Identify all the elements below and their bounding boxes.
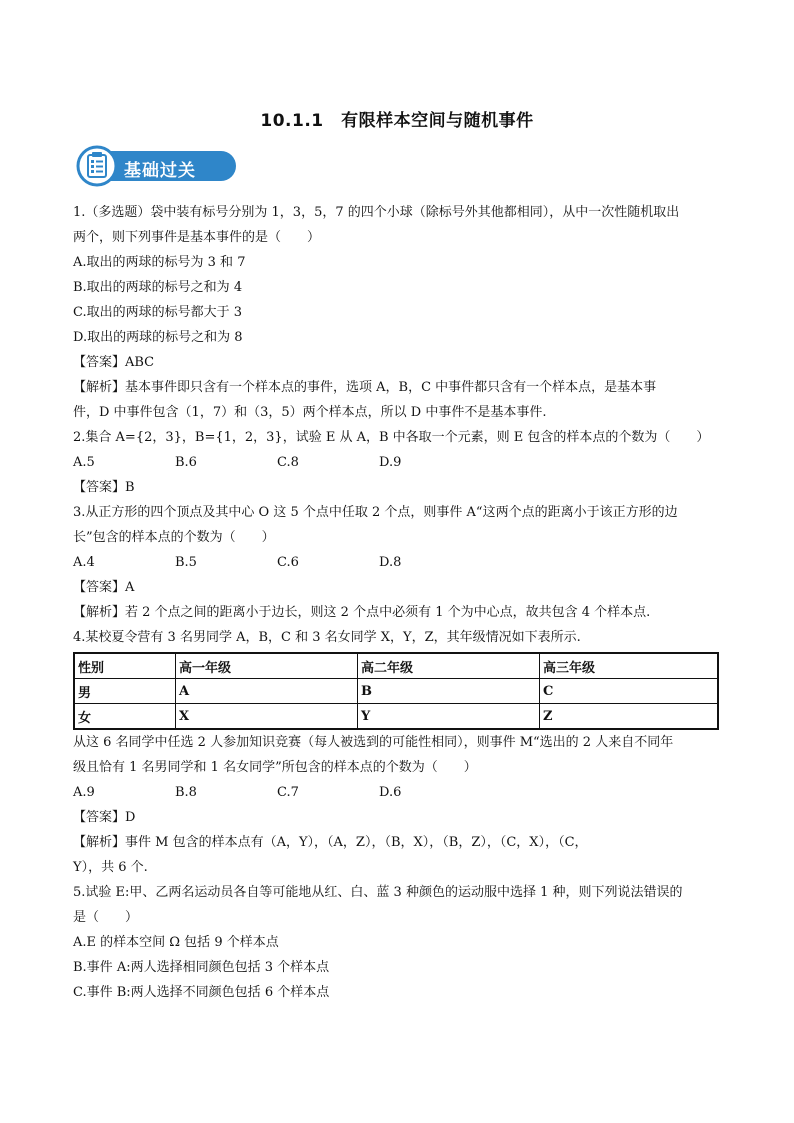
q1-option-c: C.取出的两球的标号都大于 3 <box>73 305 243 320</box>
q3-option-d: D.8 <box>379 555 402 570</box>
q1-stem-line1: 1.（多选题）袋中装有标号分别为 1，3，5，7 的四个小球（除标号外其他都相同），从中一次性随机取出 <box>73 205 680 220</box>
q2-answer: 【答案】B <box>73 480 135 495</box>
q5-option-a: A.E 的样本空间 Ω 包括 9 个样本点 <box>73 935 279 950</box>
section-banner <box>76 145 236 187</box>
table-cell: A <box>176 679 358 704</box>
q4-analysis-line1: 【解析】事件 M 包含的样本点有（A，Y），（A，Z），（B，X），（B，Z），（C，X），（C， <box>73 835 588 850</box>
table-header-cell: 高一年级 <box>176 653 358 679</box>
q5-option-c: C.事件 B:两人选择不同颜色包括 6 个样本点 <box>73 985 330 1000</box>
q1-option-d: D.取出的两球的标号之和为 8 <box>73 330 243 345</box>
table-header-cell: 性别 <box>74 653 176 679</box>
table-cell: B <box>358 679 540 704</box>
q4-stem2-line1: 从这 6 名同学中任选 2 人参加知识竞赛（每人被选到的可能性相同），则事件 M“选出的 2 人来自不同年 <box>73 735 674 750</box>
q2-options <box>73 450 723 475</box>
banner-label: 基础过关 <box>124 161 196 181</box>
table-cell: 女 <box>74 704 176 730</box>
q4-option-a: A.9 <box>73 785 95 800</box>
question-1 <box>73 200 723 425</box>
table-cell: Z <box>540 704 719 730</box>
q2-option-d: D.9 <box>379 455 402 470</box>
q3-options <box>73 550 723 575</box>
question-list <box>73 200 723 1005</box>
q4-analysis-line2: Y），共 6 个. <box>73 860 148 875</box>
q4-option-c: C.7 <box>277 785 299 800</box>
q1-stem-line2: 两个，则下列事件是基本事件的是（ ） <box>73 230 321 245</box>
q1-option-a: A.取出的两球的标号为 3 和 7 <box>73 255 246 270</box>
q1-analysis-line1: 【解析】基本事件即只含有一个样本点的事件，选项 A，B，C 中事件都只含有一个样本点，是基本事 <box>73 380 657 395</box>
table-cell: Y <box>358 704 540 730</box>
question-3 <box>73 500 723 625</box>
table-header-cell: 高三年级 <box>540 653 719 679</box>
q3-option-a: A.4 <box>73 555 95 570</box>
question-5 <box>73 880 723 1005</box>
q2-stem: 2.集合 A={2，3}，B={1，2，3}，试验 E 从 A，B 中各取一个元素，则 E 包含的样本点的个数为（ ） <box>73 430 710 445</box>
q3-stem-line2: 长”包含的样本点的个数为（ ） <box>73 530 275 545</box>
q5-option-b: B.事件 A:两人选择相同颜色包括 3 个样本点 <box>73 960 330 975</box>
q4-stem: 4.某校夏令营有 3 名男同学 A，B，C 和 3 名女同学 X，Y，Z，其年级情况如下表所示. <box>73 630 581 645</box>
q3-option-c: C.6 <box>277 555 299 570</box>
q3-answer: 【答案】A <box>73 580 135 595</box>
q4-option-d: D.6 <box>379 785 402 800</box>
table-cell: X <box>176 704 358 730</box>
page-title: 10.1.1 有限样本空间与随机事件 <box>260 111 534 131</box>
table-cell: C <box>540 679 719 704</box>
table-header-cell: 高二年级 <box>358 653 540 679</box>
q3-stem-line1: 3.从正方形的四个顶点及其中心 O 这 5 个点中任取 2 个点，则事件 A“这两个点的距离小于该正方形的边 <box>73 505 678 520</box>
q4-answer: 【答案】D <box>73 810 136 825</box>
question-2 <box>73 425 723 500</box>
grade-table <box>73 652 719 730</box>
q2-option-c: C.8 <box>277 455 299 470</box>
table-row <box>74 704 718 730</box>
q2-option-a: A.5 <box>73 455 95 470</box>
q1-answer: 【答案】ABC <box>73 355 155 370</box>
table-row <box>74 679 718 704</box>
q4-option-b: B.8 <box>175 785 197 800</box>
table-header-row <box>74 653 718 679</box>
q5-stem-line2: 是（ ） <box>73 910 139 925</box>
q3-analysis: 【解析】若 2 个点之间的距离小于边长，则这 2 个点中必须有 1 个为中心点，故共包含 4 个样本点. <box>73 605 651 620</box>
checklist-icon <box>76 145 118 187</box>
q1-analysis-line2: 件，D 中事件包含（1，7）和（3，5）两个样本点，所以 D 中事件不是基本事件. <box>73 405 547 420</box>
q1-option-b: B.取出的两球的标号之和为 4 <box>73 280 243 295</box>
q2-option-b: B.6 <box>175 455 197 470</box>
q4-options <box>73 780 723 805</box>
question-4 <box>73 625 723 880</box>
q4-stem2-line2: 级且恰有 1 名男同学和 1 名女同学”所包含的样本点的个数为（ ） <box>73 760 477 775</box>
q5-stem-line1: 5.试验 E:甲、乙两名运动员各自等可能地从红、白、蓝 3 种颜色的运动服中选择 1 种，则下列说法错误的 <box>73 885 683 900</box>
q3-option-b: B.5 <box>175 555 197 570</box>
table-cell: 男 <box>74 679 176 704</box>
